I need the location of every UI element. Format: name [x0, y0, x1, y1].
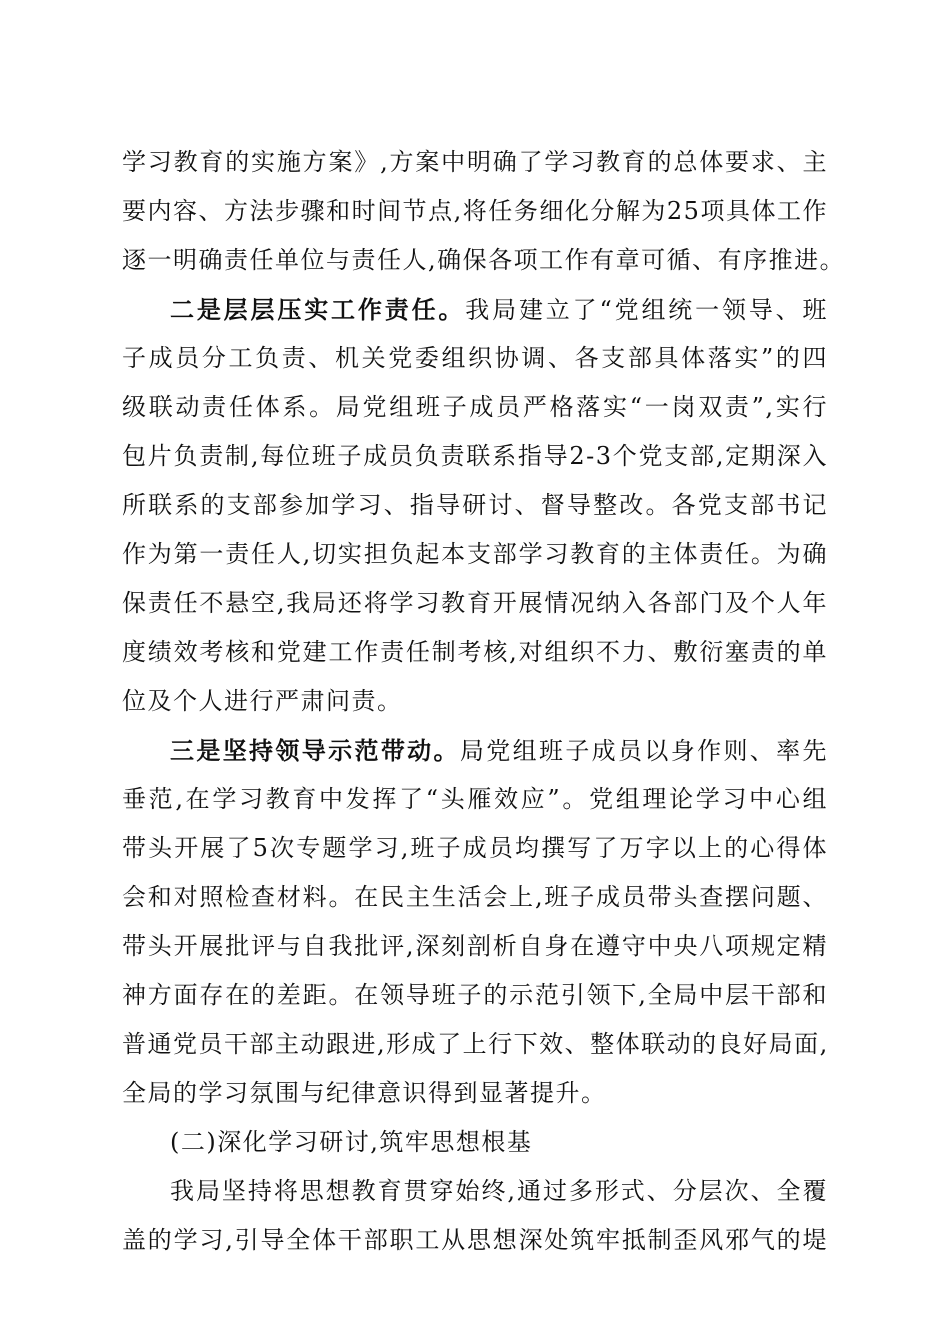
paragraph-line: 带头开展了5次专题学习,班子成员均撰写了万字以上的心得体: [122, 834, 828, 862]
paragraph-line: 神方面存在的差距。在领导班子的示范引领下,全局中层干部和: [122, 981, 828, 1009]
paragraph-line: 全局的学习氛围与纪律意识得到显著提升。: [122, 1079, 607, 1107]
paragraph-line: 作为第一责任人,切实担负起本支部学习教育的主体责任。为确: [122, 540, 828, 568]
paragraph-line: 垂范,在学习教育中发挥了“头雁效应”。党组理论学习中心组: [122, 785, 828, 813]
paragraph-first-line: 我局坚持将思想教育贯穿始终,通过多形式、分层次、全覆: [170, 1177, 828, 1205]
paragraph-first-line: [122, 285, 828, 334]
paragraph-lead-bold: 三是坚持领导示范带动。: [170, 736, 460, 765]
paragraph-line: 要内容、方法步骤和时间节点,将任务细化分解为25项具体工作: [122, 197, 828, 225]
paragraph-line: 普通党员干部主动跟进,形成了上行下效、整体联动的良好局面,: [122, 1030, 829, 1058]
paragraph-line: 度绩效考核和党建工作责任制考核,对组织不力、敷衍塞责的单: [122, 638, 828, 666]
paragraph-line: 子成员分工负责、机关党委组织协调、各支部具体落实”的四: [122, 344, 828, 372]
paragraph-first-line: [122, 726, 828, 775]
paragraph-line: 盖的学习,引导全体干部职工从思想深处筑牢抵制歪风邪气的堤: [122, 1226, 828, 1254]
paragraph-line-text: 我局建立了“党组统一领导、班: [465, 296, 829, 324]
document-body: [122, 138, 846, 1265]
paragraph-line: 带头开展批评与自我批评,深刻剖析自身在遵守中央八项规定精: [122, 932, 828, 960]
paragraph-line: 包片负责制,每位班子成员负责联系指导2-3个党支部,定期深入: [122, 442, 828, 470]
paragraph-line: 逐一明确责任单位与责任人,确保各项工作有章可循、有序推进。: [122, 246, 846, 274]
paragraph-line: 会和对照检查材料。在民主生活会上,班子成员带头查摆问题、: [122, 883, 828, 911]
paragraph-line: 学习教育的实施方案》,方案中明确了学习教育的总体要求、主: [122, 148, 828, 176]
paragraph-lead-bold: 二是层层压实工作责任。: [170, 295, 466, 324]
paragraph-line: 保责任不悬空,我局还将学习教育开展情况纳入各部门及个人年: [122, 589, 828, 617]
paragraph-line: 所联系的支部参加学习、指导研讨、督导整改。各党支部书记: [122, 491, 828, 519]
section-heading: (二)深化学习研讨,筑牢思想根基: [170, 1128, 533, 1156]
paragraph-line: 位及个人进行严肃问责。: [122, 687, 403, 715]
paragraph-line-text: 局党组班子成员以身作则、率先: [459, 737, 829, 765]
paragraph-line: 级联动责任体系。局党组班子成员严格落实“一岗双责”,实行: [122, 393, 828, 421]
